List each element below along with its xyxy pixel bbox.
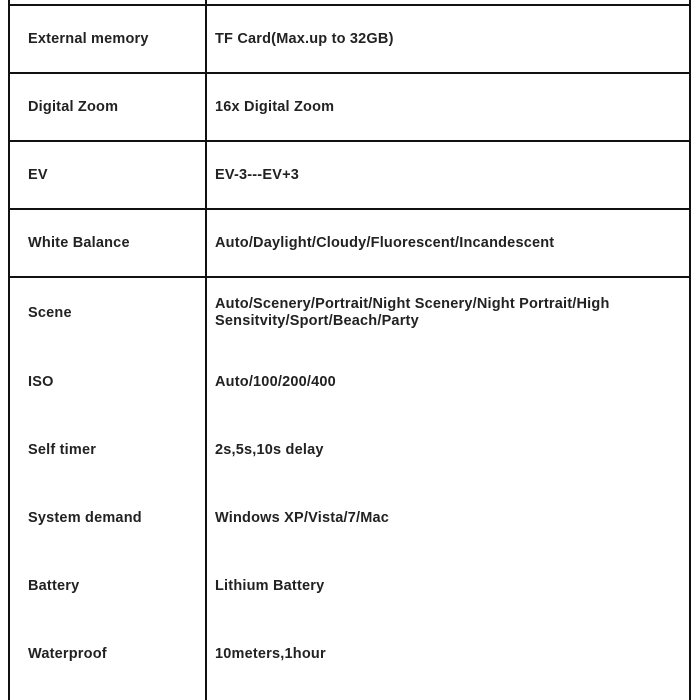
spec-table <box>8 0 691 700</box>
spec-value: 10meters,1hour <box>215 645 326 662</box>
table-row <box>10 278 689 348</box>
table-row <box>10 348 689 416</box>
spec-label: White Balance <box>28 234 130 251</box>
spec-value: Auto/Scenery/Portrait/Night Scenery/Night Portrait/High Sensitvity/Sport/Beach/Party <box>215 296 610 329</box>
table-row <box>10 484 689 552</box>
spec-label: Battery <box>28 577 80 594</box>
table-row <box>10 210 689 278</box>
spec-label: Scene <box>28 304 72 321</box>
spec-value: Auto/Daylight/Cloudy/Fluorescent/Incandescent <box>215 234 555 251</box>
table-row <box>10 142 689 210</box>
spec-value: 16x Digital Zoom <box>215 98 335 115</box>
spec-value: EV-3---EV+3 <box>215 166 299 183</box>
spec-label: Digital Zoom <box>28 98 119 115</box>
spec-value: 2s,5s,10s delay <box>215 441 324 458</box>
spec-label: EV <box>28 166 48 183</box>
spec-label: System demand <box>28 509 142 526</box>
table-row <box>10 6 689 74</box>
spec-value: Lithium Battery <box>215 577 325 594</box>
spec-label: Waterproof <box>28 645 107 662</box>
spec-value: Auto/100/200/400 <box>215 373 336 390</box>
table-row <box>10 416 689 484</box>
spec-label: Self timer <box>28 441 97 458</box>
spec-label: External memory <box>28 30 149 47</box>
table-row <box>10 552 689 620</box>
table-row <box>10 620 689 688</box>
spec-label: ISO <box>28 373 54 390</box>
spec-value: Windows XP/Vista/7/Mac <box>215 509 390 526</box>
table-row <box>10 74 689 142</box>
spec-value: TF Card(Max.up to 32GB) <box>215 30 394 47</box>
